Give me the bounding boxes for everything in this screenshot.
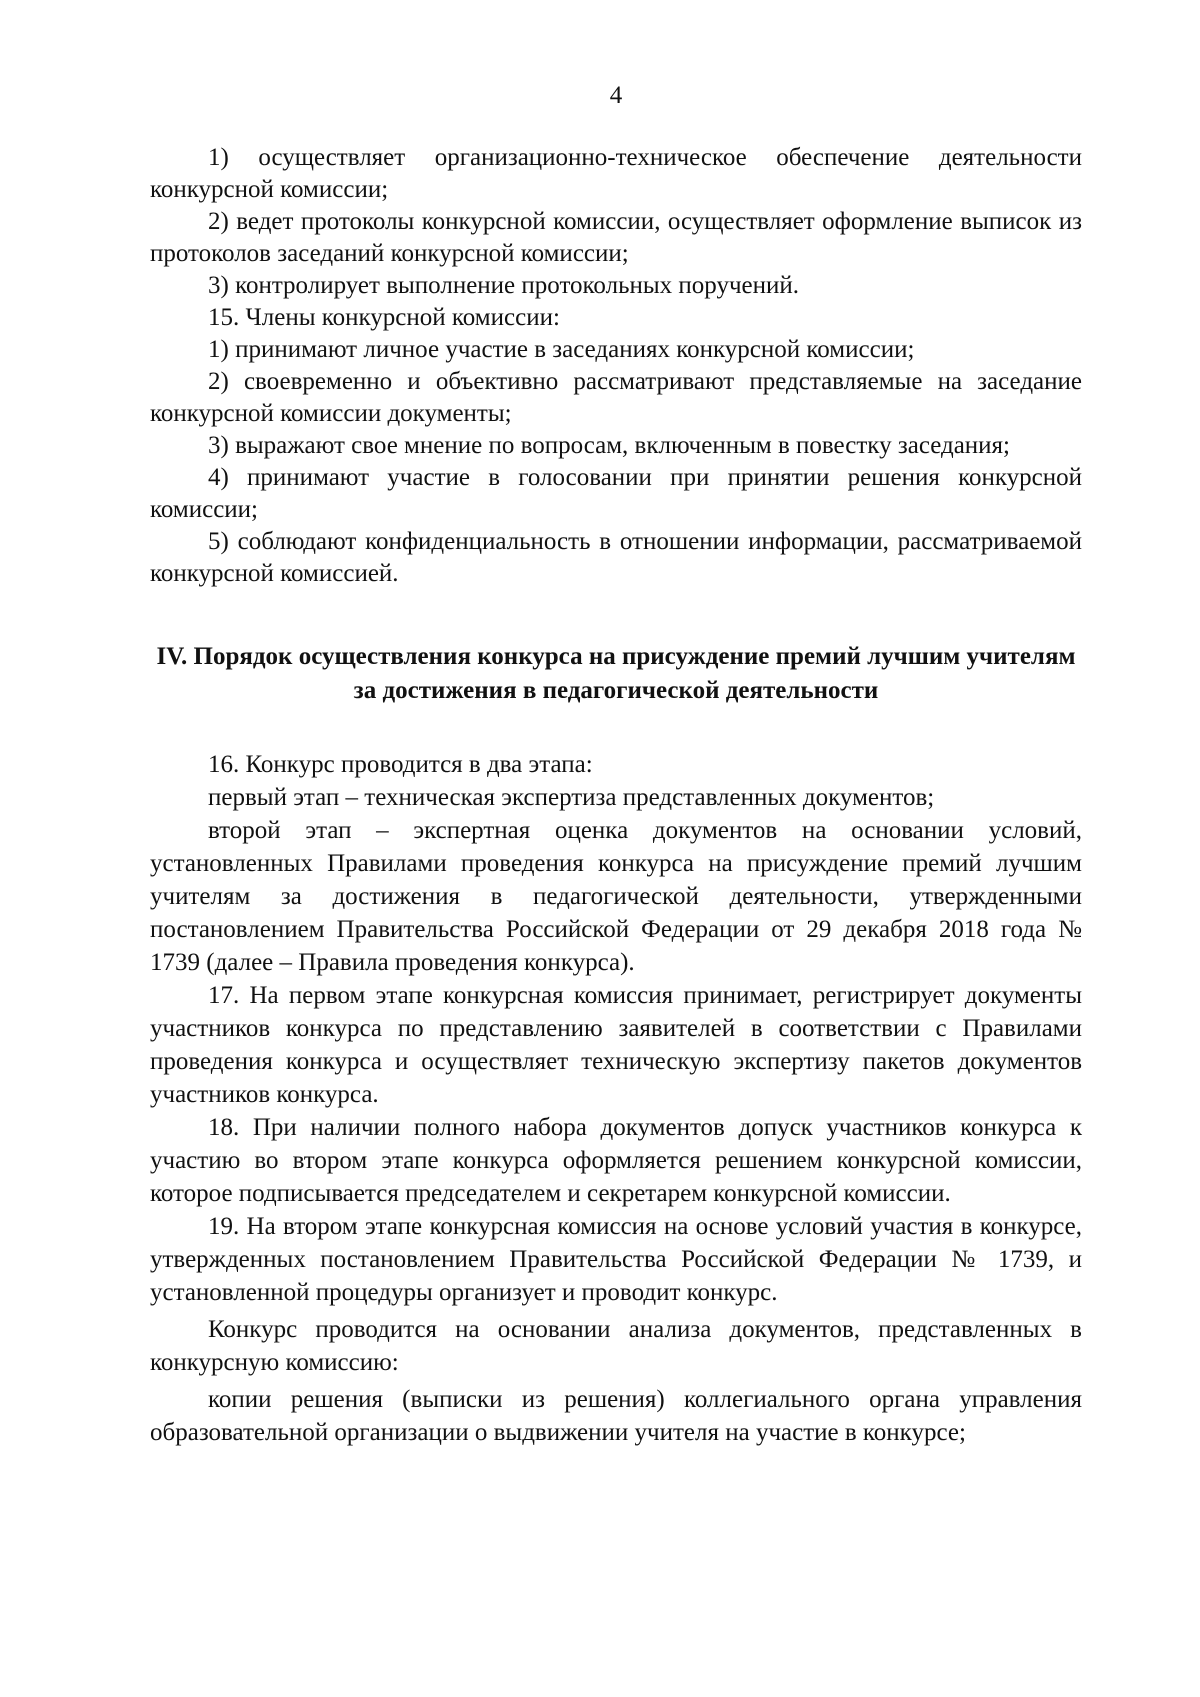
paragraph: 17. На первом этапе конкурсная комиссия принимает, регистрирует документы участников конкурса по представлению заявителей в соответствии с Правилами проведения конкурса и осуществляет техническую экспертизу пакетов документов участников конкурса.	[150, 982, 1082, 1108]
section-b-body	[150, 748, 1082, 1449]
paragraph: 4) принимают участие в голосовании при принятии решения конкурсной комиссии;	[150, 464, 1082, 523]
paragraph: копии решения (выписки из решения) коллегиального органа управления образовательной организации о выдвижении учителя на участие в конкурсе;	[150, 1386, 1082, 1446]
paragraph: 1) осуществляет организационно-техническое обеспечение деятельности конкурсной комиссии;	[150, 144, 1082, 203]
paragraph: 3) контролирует выполнение протокольных поручений.	[208, 272, 800, 299]
paragraph: 2) ведет протоколы конкурсной комиссии, осуществляет оформление выписок из протоколов заседаний конкурсной комиссии;	[150, 208, 1082, 267]
paragraph: 3) выражают свое мнение по вопросам, включенным в повестку заседания;	[208, 432, 1011, 459]
paragraph: 16. Конкурс проводится в два этапа:	[208, 751, 593, 778]
page-number: 4	[609, 82, 623, 109]
paragraph: 2) своевременно и объективно рассматривают представляемые на заседание конкурсной комиссии документы;	[150, 368, 1082, 427]
paragraph: 18. При наличии полного набора документов допуск участников конкурса к участию во втором этапе конкурса оформляется решением конкурсной комиссии, которое подписывается председателем и секретарем конкурсной комиссии.	[150, 1114, 1082, 1207]
paragraph: 19. На втором этапе конкурсная комиссия на основе условий участия в конкурсе, утвержденных постановлением Правительства Российской Федерации № 1739, и установленной процедуры организует и проводит конкурс.	[150, 1213, 1082, 1306]
paragraph: второй этап – экспертная оценка документов на основании условий, установленных Правилами проведения конкурса на присуждение премий лучшим учителям за достижения в педагогической деятельности, утвержденными постановлением Правительства Российской Федерации от 29 декабря 2018 года № 1739 (далее – Правила проведения конкурса).	[150, 817, 1082, 976]
paragraph: 5) соблюдают конфиденциальность в отношении информации, рассматриваемой конкурсной комиссией.	[150, 528, 1082, 587]
section-a-body	[150, 142, 1082, 590]
paragraph: 15. Члены конкурсной комиссии:	[208, 304, 560, 331]
section-heading: IV. Порядок осуществления конкурса на присуждение премий лучшим учителям за достижения в педагогической деятельности	[156, 643, 1076, 704]
paragraph: первый этап – техническая экспертиза представленных документов;	[208, 784, 935, 811]
paragraph: 1) принимают личное участие в заседаниях конкурсной комиссии;	[208, 336, 915, 363]
paragraph: Конкурс проводится на основании анализа документов, представленных в конкурсную комиссию:	[150, 1316, 1082, 1376]
